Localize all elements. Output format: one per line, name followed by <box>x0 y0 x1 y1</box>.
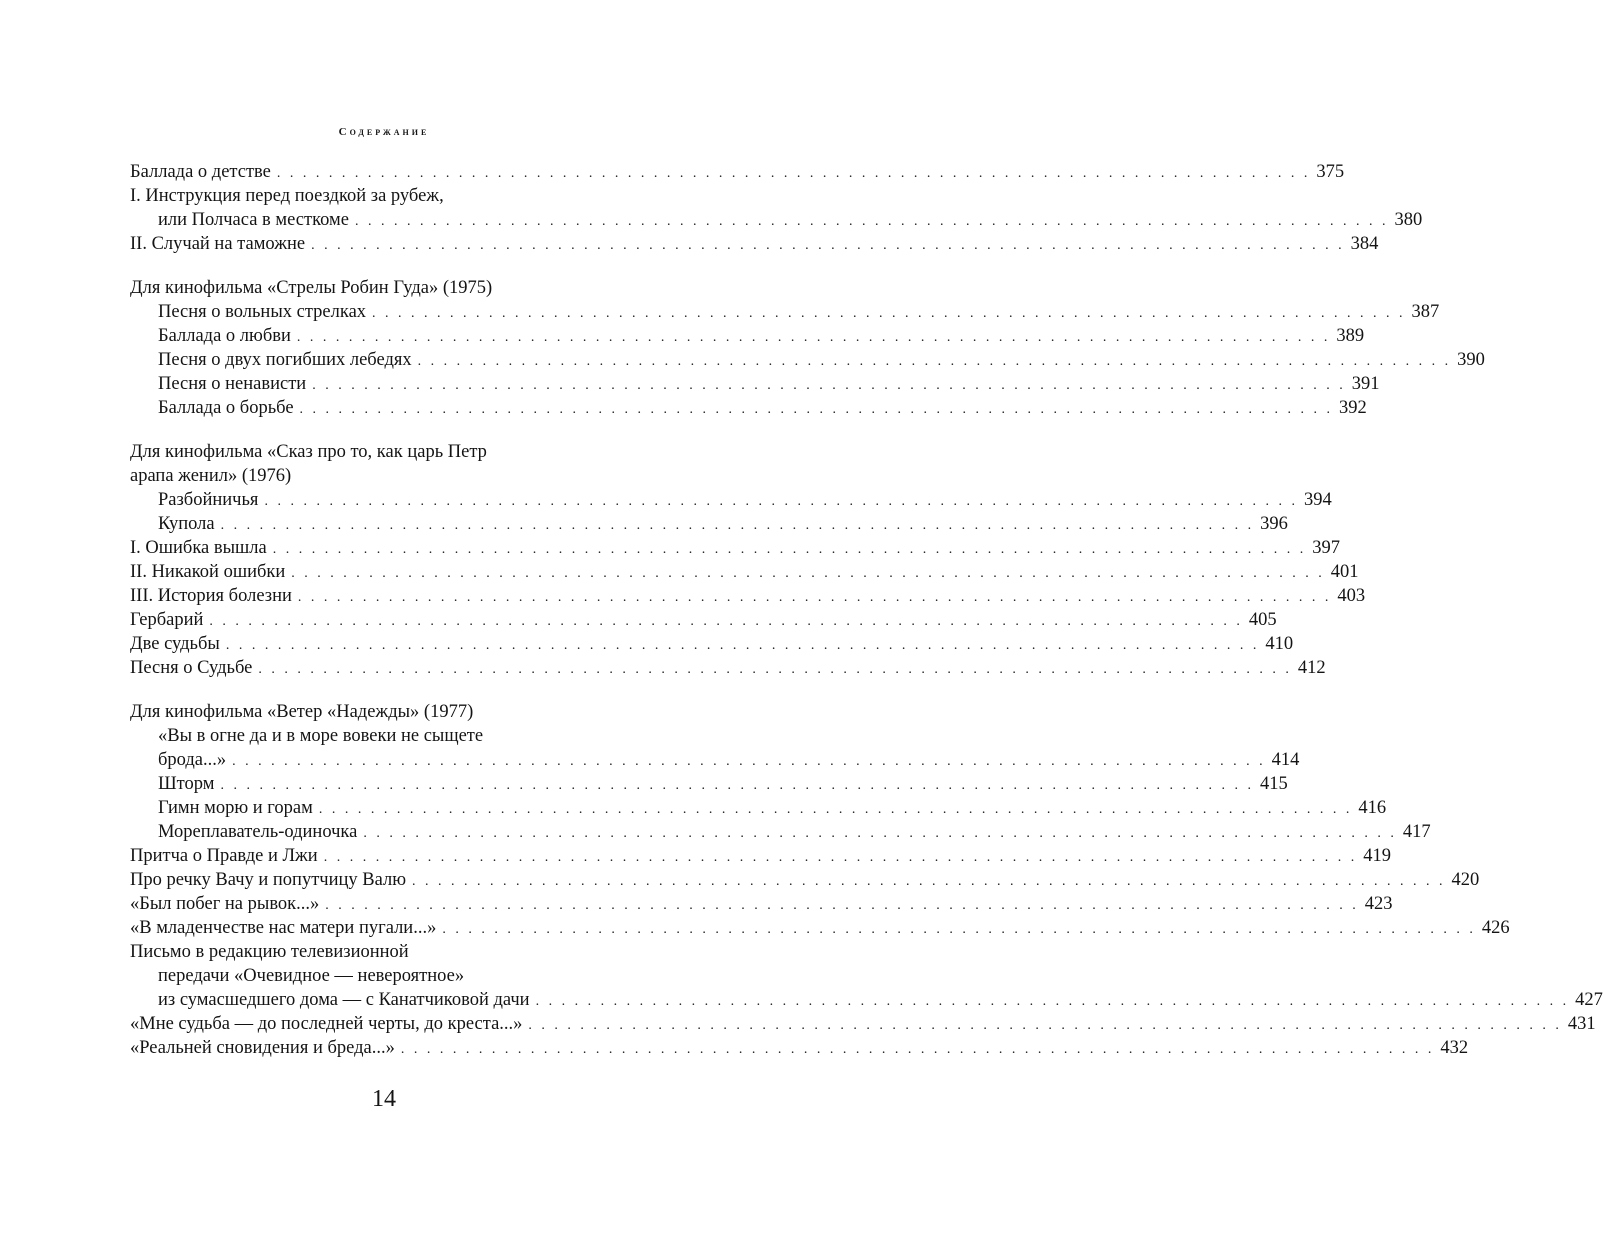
toc-entry-title: арапа женил» (1976) <box>130 466 292 486</box>
toc-page-number: 387 <box>1411 302 1440 322</box>
dot-leader: . . . . . . . . . . . . . . . . . . . . . . . . . . . . . . . . . . . . . . . . . . . . . . . . . . . . . . . . . . . . . . . . . . . . . . . . . . . . . . . . <box>291 566 1325 581</box>
dot-leader: . . . . . . . . . . . . . . . . . . . . . . . . . . . . . . . . . . . . . . . . . . . . . . . . . . . . . . . . . . . . . . . . . . . . . . . . . . . . . . . . <box>220 778 1254 793</box>
page-number: 14 <box>372 1086 396 1112</box>
toc-entry <box>130 488 1332 512</box>
dot-leader: . . . . . . . . . . . . . . . . . . . . . . . . . . . . . . . . . . . . . . . . . . . . . . . . . . . . . . . . . . . . . . . . . . . . . . . . . . . . . . . . <box>272 542 1307 557</box>
toc-page-number: 426 <box>1481 918 1510 938</box>
toc-page-number: 414 <box>1271 750 1300 770</box>
toc-entry-title: Мореплаватель-одиночка <box>158 822 358 842</box>
toc-entry-title: Баллада о любви <box>158 326 291 346</box>
toc-entry <box>130 656 1326 680</box>
toc-entry-title: Купола <box>158 514 215 534</box>
toc-page-number: 392 <box>1339 398 1367 418</box>
toc-entry-title: Песня о ненависти <box>158 374 307 394</box>
toc-entry <box>130 440 690 464</box>
dot-leader: . . . . . . . . . . . . . . . . . . . . . . . . . . . . . . . . . . . . . . . . . . . . . . . . . . . . . . . . . . . . . . . . . . . . . . . . . . . . . . . . <box>312 378 1346 393</box>
toc-entry-title: «Вы в огне да и в море вовеки не сыщете <box>158 726 484 746</box>
dot-leader: . . . . . . . . . . . . . . . . . . . . . . . . . . . . . . . . . . . . . . . . . . . . . . . . . . . . . . . . . . . . . . . . . . . . . . . . . . . . . . . . <box>535 994 1570 1009</box>
toc-page-number: 416 <box>1358 798 1387 818</box>
toc-entry <box>130 916 1510 940</box>
dot-leader: . . . . . . . . . . . . . . . . . . . . . . . . . . . . . . . . . . . . . . . . . . . . . . . . . . . . . . . . . . . . . . . . . . . . . . . . . . . . . . . . <box>323 850 1358 865</box>
dot-leader: . . . . . . . . . . . . . . . . . . . . . . . . . . . . . . . . . . . . . . . . . . . . . . . . . . . . . . . . . . . . . . . . . . . . . . . . . . . . . . . . <box>209 614 1243 629</box>
toc-entry <box>130 700 690 724</box>
toc-entry <box>130 892 1393 916</box>
toc-entry <box>130 796 1387 820</box>
toc-entry <box>130 632 1294 656</box>
toc-entry <box>130 584 1366 608</box>
toc-entry <box>130 560 1359 584</box>
dot-leader: . . . . . . . . . . . . . . . . . . . . . . . . . . . . . . . . . . . . . . . . . . . . . . . . . . . . . . . . . . . . . . . . . . . . . . . . . . . . . . . . <box>442 922 1476 937</box>
toc-entry-title: брода...» <box>158 750 227 770</box>
toc-entry-title: II. Случай на таможне <box>130 234 306 254</box>
dot-leader: . . . . . . . . . . . . . . . . . . . . . . . . . . . . . . . . . . . . . . . . . . . . . . . . . . . . . . . . . . . . . . . . . . . . . . . . . . . . . . . . <box>318 802 1353 817</box>
toc-entry-title: Две судьбы <box>130 634 220 654</box>
toc-entry <box>130 940 690 964</box>
dot-leader: . . . . . . . . . . . . . . . . . . . . . . . . . . . . . . . . . . . . . . . . . . . . . . . . . . . . . . . . . . . . . . . . . . . . . . . . . . . . . . . . <box>225 638 1260 653</box>
toc-entry <box>130 160 1345 184</box>
toc-entry <box>130 868 1480 892</box>
toc-page-number: 412 <box>1297 658 1326 678</box>
toc-entry <box>130 536 1340 560</box>
toc-page-number: 403 <box>1337 586 1366 606</box>
toc-entry-title: Песня о двух погибших лебедях <box>158 350 412 370</box>
dot-leader: . . . . . . . . . . . . . . . . . . . . . . . . . . . . . . . . . . . . . . . . . . . . . . . . . . . . . . . . . . . . . . . . . . . . . . . . . . . . . . . . <box>232 754 1266 769</box>
toc-entry-title: «Мне судьба — до последней черты, до креста...» <box>130 1014 523 1034</box>
toc-entry <box>130 772 1288 796</box>
toc-entry <box>130 1036 1469 1060</box>
toc-page-number: 405 <box>1248 610 1277 630</box>
dot-leader: . . . . . . . . . . . . . . . . . . . . . . . . . . . . . . . . . . . . . . . . . . . . . . . . . . . . . . . . . . . . . . . . . . . . . . . . . . . . . . . . <box>220 518 1255 533</box>
toc-entry-title: Песня о Судьбе <box>130 658 253 678</box>
toc-entry <box>130 348 1485 372</box>
toc-entry-title: Разбойничья <box>158 490 259 510</box>
toc-page-number: 394 <box>1303 490 1332 510</box>
toc-entry <box>130 232 1379 256</box>
toc-entry-title: «Реальней сновидения и бреда...» <box>130 1038 395 1058</box>
toc-entry-title: II. Никакой ошибки <box>130 562 286 582</box>
dot-leader: . . . . . . . . . . . . . . . . . . . . . . . . . . . . . . . . . . . . . . . . . . . . . . . . . . . . . . . . . . . . . . . . . . . . . . . . . . . . . . . . <box>412 874 1446 889</box>
toc-entry-title: Баллада о детстве <box>130 162 271 182</box>
toc-entry <box>130 820 1431 844</box>
dot-leader: . . . . . . . . . . . . . . . . . . . . . . . . . . . . . . . . . . . . . . . . . . . . . . . . . . . . . . . . . . . . . . . . . . . . . . . . . . . . . . . . <box>417 354 1452 369</box>
toc-entry-title: из сумасшедшего дома — с Канатчиковой дачи <box>158 990 530 1010</box>
dot-leader: . . . . . . . . . . . . . . . . . . . . . . . . . . . . . . . . . . . . . . . . . . . . . . . . . . . . . . . . . . . . . . . . . . . . . . . . . . . . . . . . <box>528 1018 1562 1033</box>
toc-entry <box>130 208 1423 232</box>
toc-entry-title: I. Ошибка вышла <box>130 538 267 558</box>
toc-entry-title: «В младенчестве нас матери пугали...» <box>130 918 437 938</box>
toc-entry <box>130 748 1300 772</box>
toc-entry-title: «Был побег на рывок...» <box>130 894 320 914</box>
running-header: Содержание <box>338 126 430 138</box>
toc-entry-title: Письмо в редакцию телевизионной <box>130 942 409 962</box>
dot-leader: . . . . . . . . . . . . . . . . . . . . . . . . . . . . . . . . . . . . . . . . . . . . . . . . . . . . . . . . . . . . . . . . . . . . . . . . . . . . . . . . <box>354 214 1389 229</box>
toc-page-number: 397 <box>1312 538 1340 558</box>
toc-entry <box>130 464 690 488</box>
toc-entry-title: Для кинофильма «Сказ про то, как царь Петр <box>130 442 487 462</box>
toc-entry <box>130 372 1380 396</box>
dot-leader: . . . . . . . . . . . . . . . . . . . . . . . . . . . . . . . . . . . . . . . . . . . . . . . . . . . . . . . . . . . . . . . . . . . . . . . . . . . . . . . . <box>299 402 1334 417</box>
toc-page-number: 417 <box>1402 822 1431 842</box>
toc-page-number: 423 <box>1364 894 1393 914</box>
toc-page-number: 390 <box>1457 350 1485 370</box>
toc-entry <box>130 300 1440 324</box>
toc-entry-title: Шторм <box>158 774 215 794</box>
toc-page-number: 420 <box>1451 870 1480 890</box>
toc-page-number: 401 <box>1330 562 1359 582</box>
toc-entry <box>130 512 1288 536</box>
toc-entry-title: Про речку Вачу и попутчицу Валю <box>130 870 407 890</box>
toc-page-number: 389 <box>1336 326 1365 346</box>
toc-entry <box>130 964 690 988</box>
dot-leader: . . . . . . . . . . . . . . . . . . . . . . . . . . . . . . . . . . . . . . . . . . . . . . . . . . . . . . . . . . . . . . . . . . . . . . . . . . . . . . . . <box>297 590 1332 605</box>
toc-page-number: 375 <box>1316 162 1345 182</box>
toc-entry-title: Баллада о борьбе <box>158 398 294 418</box>
dot-leader: . . . . . . . . . . . . . . . . . . . . . . . . . . . . . . . . . . . . . . . . . . . . . . . . . . . . . . . . . . . . . . . . . . . . . . . . . . . . . . . . <box>311 238 1345 253</box>
dot-leader: . . . . . . . . . . . . . . . . . . . . . . . . . . . . . . . . . . . . . . . . . . . . . . . . . . . . . . . . . . . . . . . . . . . . . . . . . . . . . . . . <box>325 898 1359 913</box>
toc-entry <box>130 276 690 300</box>
dot-leader: . . . . . . . . . . . . . . . . . . . . . . . . . . . . . . . . . . . . . . . . . . . . . . . . . . . . . . . . . . . . . . . . . . . . . . . . . . . . . . . . <box>296 330 1331 345</box>
dot-leader: . . . . . . . . . . . . . . . . . . . . . . . . . . . . . . . . . . . . . . . . . . . . . . . . . . . . . . . . . . . . . . . . . . . . . . . . . . . . . . . . <box>276 166 1311 181</box>
toc-entry-title: Гимн морю и горам <box>158 798 313 818</box>
toc-entry-title: Песня о вольных стрелках <box>158 302 367 322</box>
toc-page-number: 410 <box>1265 634 1294 654</box>
toc-page-number: 380 <box>1394 210 1423 230</box>
dot-leader: . . . . . . . . . . . . . . . . . . . . . . . . . . . . . . . . . . . . . . . . . . . . . . . . . . . . . . . . . . . . . . . . . . . . . . . . . . . . . . . . <box>372 306 1406 321</box>
toc-page-number: 432 <box>1440 1038 1469 1058</box>
toc-entry <box>130 724 690 748</box>
toc-entry-title: или Полчаса в месткоме <box>158 210 349 230</box>
toc-page-number: 415 <box>1259 774 1288 794</box>
toc-page-number: 384 <box>1350 234 1379 254</box>
toc-entry-title: Гербарий <box>130 610 204 630</box>
toc-page-number: 427 <box>1575 990 1603 1010</box>
toc-page-number: 396 <box>1260 514 1288 534</box>
toc-entry <box>130 396 1367 420</box>
dot-leader: . . . . . . . . . . . . . . . . . . . . . . . . . . . . . . . . . . . . . . . . . . . . . . . . . . . . . . . . . . . . . . . . . . . . . . . . . . . . . . . . <box>400 1042 1435 1057</box>
toc-entry-title: Для кинофильма «Стрелы Робин Гуда» (1975) <box>130 278 493 298</box>
toc-entry-title: Для кинофильма «Ветер «Надежды» (1977) <box>130 702 474 722</box>
toc-entry <box>130 324 1365 348</box>
toc-entry <box>130 1012 1596 1036</box>
toc-entry-title: III. История болезни <box>130 586 292 606</box>
dot-leader: . . . . . . . . . . . . . . . . . . . . . . . . . . . . . . . . . . . . . . . . . . . . . . . . . . . . . . . . . . . . . . . . . . . . . . . . . . . . . . . . <box>363 826 1397 841</box>
dot-leader: . . . . . . . . . . . . . . . . . . . . . . . . . . . . . . . . . . . . . . . . . . . . . . . . . . . . . . . . . . . . . . . . . . . . . . . . . . . . . . . . <box>264 494 1298 509</box>
toc-entry <box>130 844 1391 868</box>
dot-leader: . . . . . . . . . . . . . . . . . . . . . . . . . . . . . . . . . . . . . . . . . . . . . . . . . . . . . . . . . . . . . . . . . . . . . . . . . . . . . . . . <box>258 662 1292 677</box>
toc-entry-title: Притча о Правде и Лжи <box>130 846 318 866</box>
toc-page-number: 431 <box>1567 1014 1596 1034</box>
toc-page-number: 419 <box>1363 846 1391 866</box>
toc-entry-title: I. Инструкция перед поездкой за рубеж, <box>130 186 444 206</box>
toc-entry <box>130 608 1277 632</box>
toc-entry <box>130 184 690 208</box>
toc-entry <box>130 988 1603 1012</box>
toc-entry-title: передачи «Очевидное — невероятное» <box>158 966 465 986</box>
toc-page-number: 391 <box>1351 374 1380 394</box>
